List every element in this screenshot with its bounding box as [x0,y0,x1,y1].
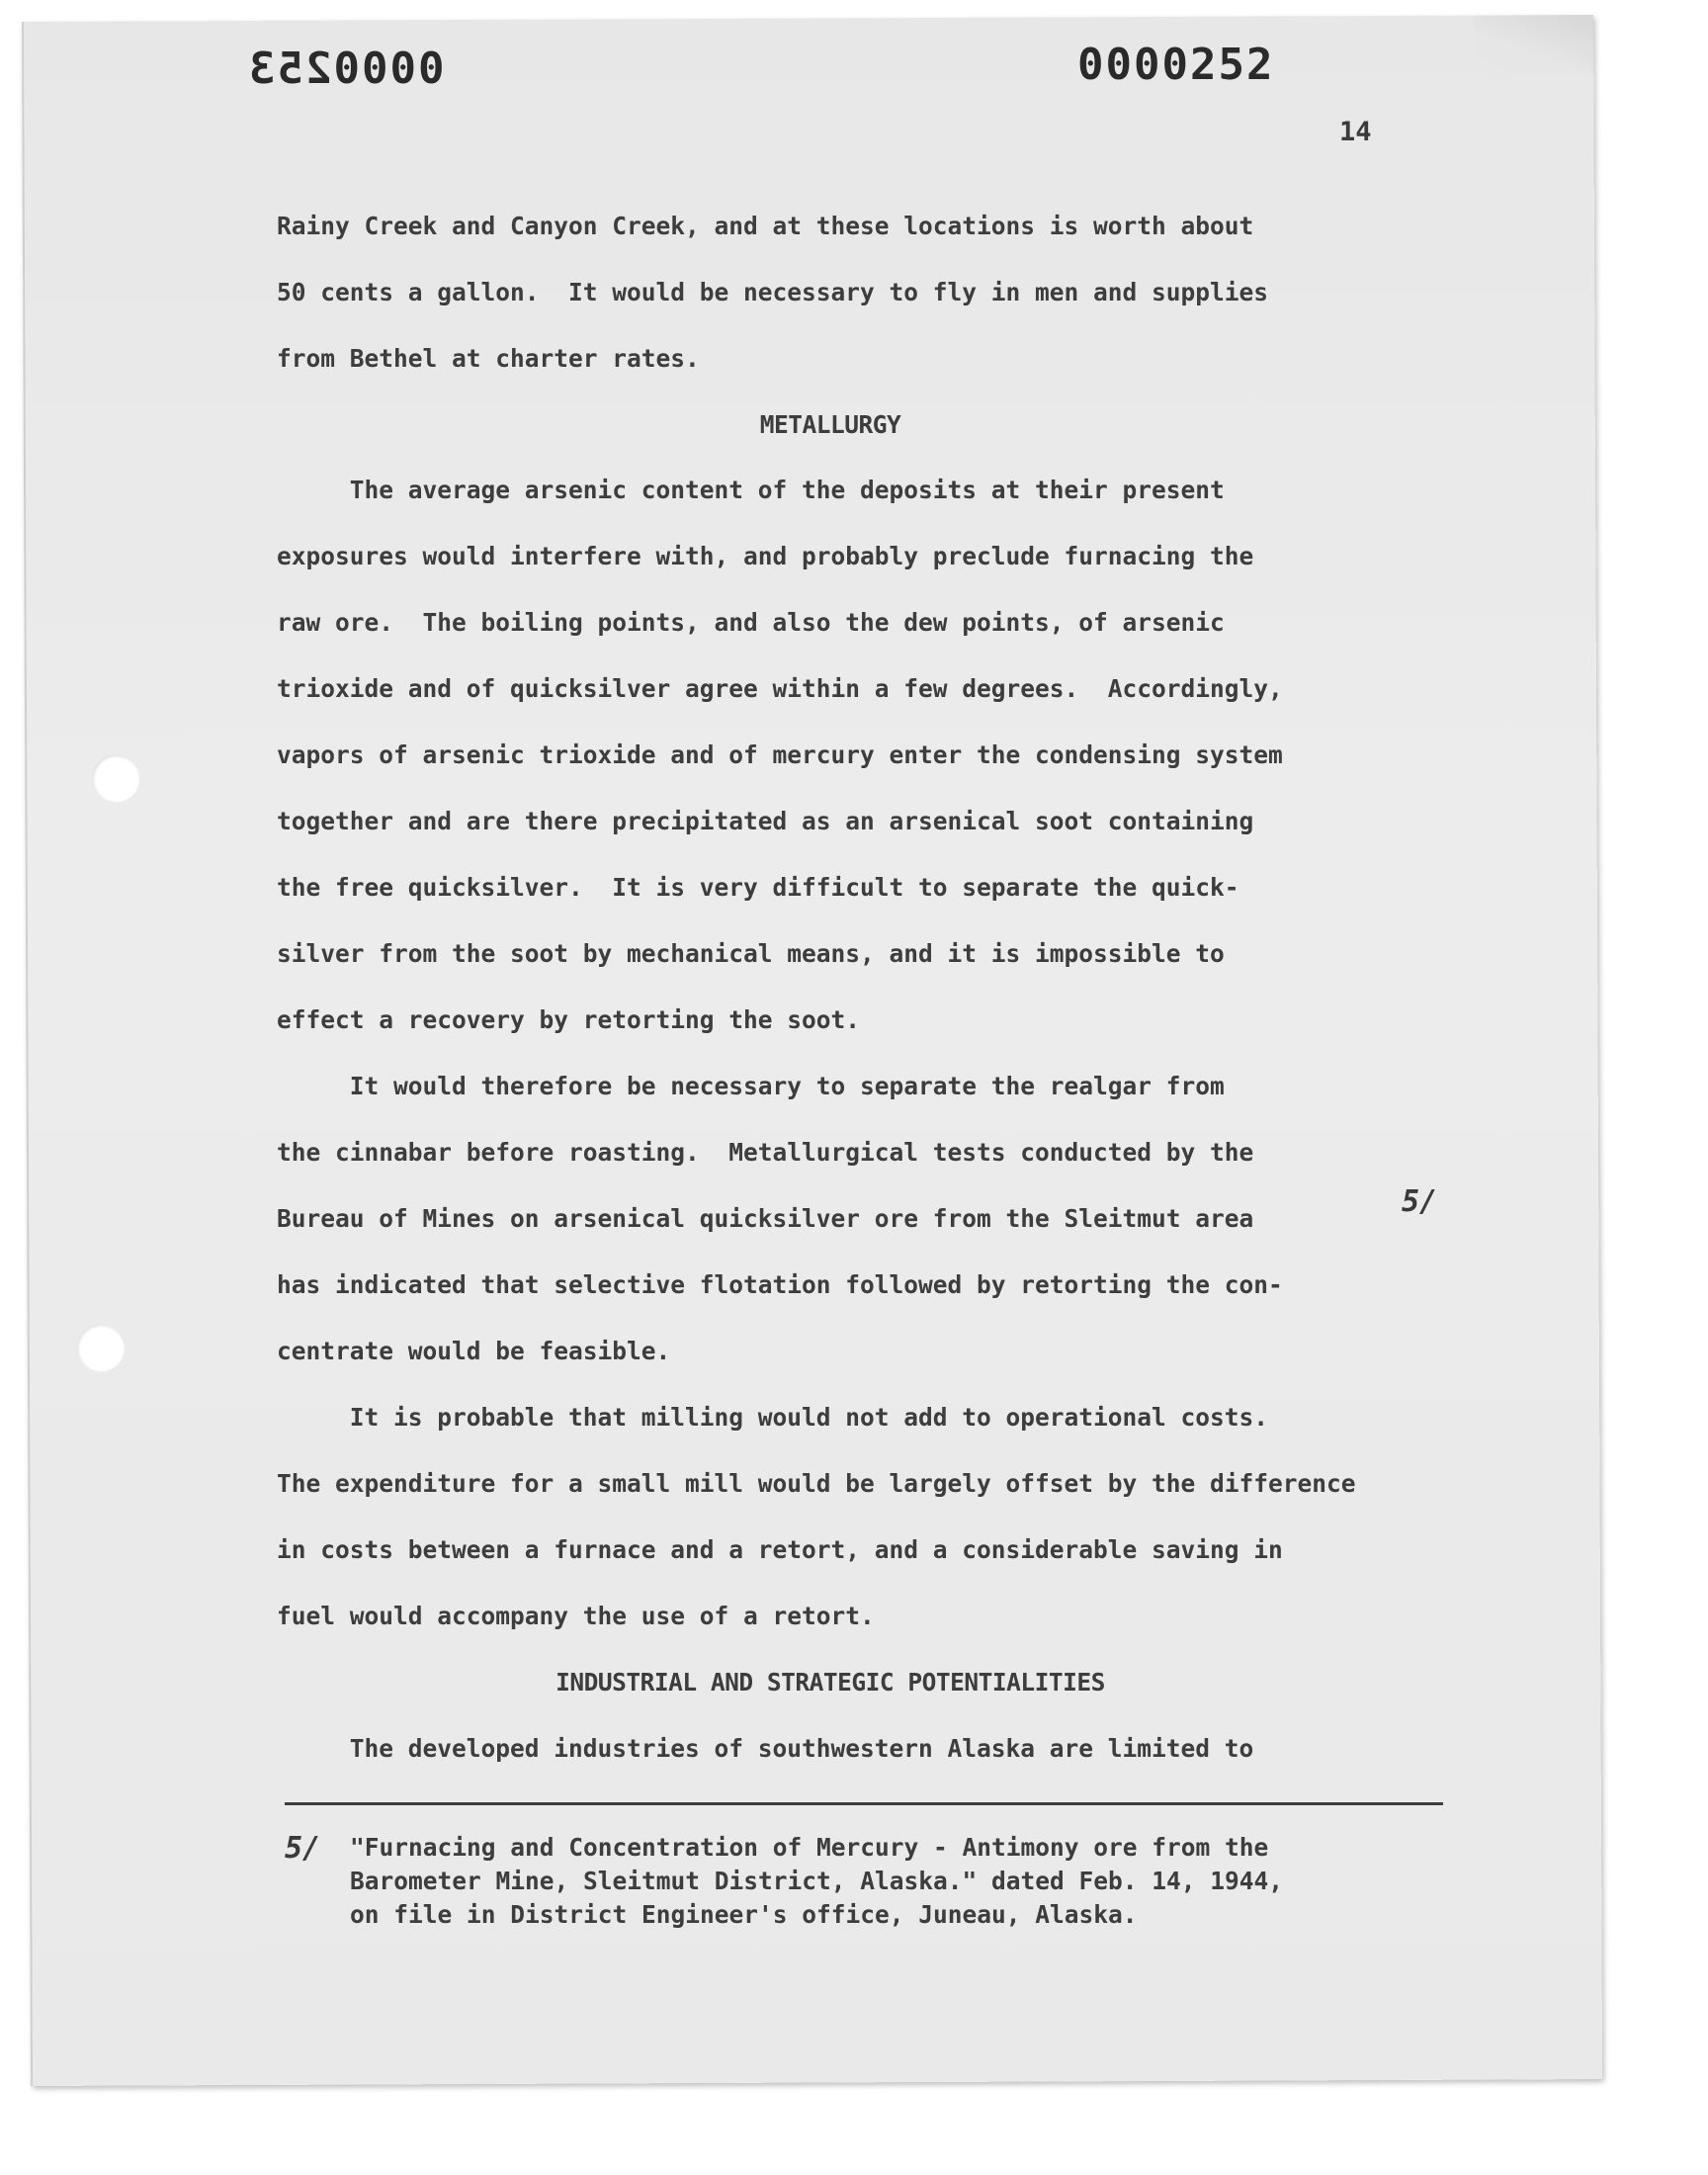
text-line: from Bethel at charter rates. [277,344,700,373]
text-line: The expenditure for a small mill would be largely offset by the difference [277,1469,1356,1498]
section-heading-metallurgy: METALLURGY [759,410,901,439]
mirrored-bates-stamp: 0000253 [247,44,445,94]
text-line: centrate would be feasible. [277,1337,671,1365]
text-line: It would therefore be necessary to separate the realgar from [277,1072,1225,1100]
text-line: Bureau of Mines on arsenical quicksilver ore from the Sleitmut area [277,1204,1254,1233]
text-line: together and are there precipitated as an arsenical soot containing [277,807,1254,835]
footnote-line: on file in District Engineer's office, Juneau, Alaska. [350,1900,1138,1929]
footnote-marker: 5/ [285,1831,321,1866]
footnote-line: Barometer Mine, Sleitmut District, Alaska." dated Feb. 14, 1944, [350,1867,1284,1895]
text-line: The developed industries of southwestern Alaska are limited to [277,1734,1254,1763]
punch-hole [92,754,139,802]
text-line: raw ore. The boiling points, and also the dew points, of arsenic [277,608,1225,637]
document-body [277,193,1522,1782]
footnote-line: "Furnacing and Concentration of Mercury - Antimony ore from the [350,1833,1269,1862]
bates-stamp: 0000252 [1077,40,1275,90]
text-line: effect a recovery by retorting the soot. [277,1005,861,1034]
footnote-divider [285,1802,1443,1805]
text-line: Rainy Creek and Canyon Creek, and at these locations is worth about [277,212,1254,240]
text-line: silver from the soot by mechanical means, and it is impossible to [277,939,1225,968]
footnote-reference: 5/ [1402,1184,1438,1219]
page-number: 14 [1339,117,1372,147]
text-line: has indicated that selective flotation followed by retorting the con- [277,1270,1283,1299]
section-heading-industrial: INDUSTRIAL AND STRATEGIC POTENTIALITIES [555,1668,1105,1696]
text-line: in costs between a furnace and a retort, and a considerable saving in [277,1535,1283,1564]
text-line: the free quicksilver. It is very difficult to separate the quick- [277,873,1239,902]
punch-hole [77,1325,125,1372]
footnote-text [350,1831,1487,1932]
text-line: vapors of arsenic trioxide and of mercury enter the condensing system [277,740,1283,769]
text-line: It is probable that milling would not add to operational costs. [277,1403,1269,1432]
text-line: the cinnabar before roasting. Metallurgical tests conducted by the [277,1138,1254,1167]
text-line: The average arsenic content of the deposits at their present [277,476,1225,504]
text-line: 50 cents a gallon. It would be necessary to fly in men and supplies [277,278,1269,306]
text-line: trioxide and of quicksilver agree within a few degrees. Accordingly, [277,674,1283,703]
text-line: exposures would interfere with, and probably preclude furnacing the [277,542,1254,570]
text-line: fuel would accompany the use of a retort. [277,1602,875,1630]
page-corner-fold [1475,15,1593,75]
